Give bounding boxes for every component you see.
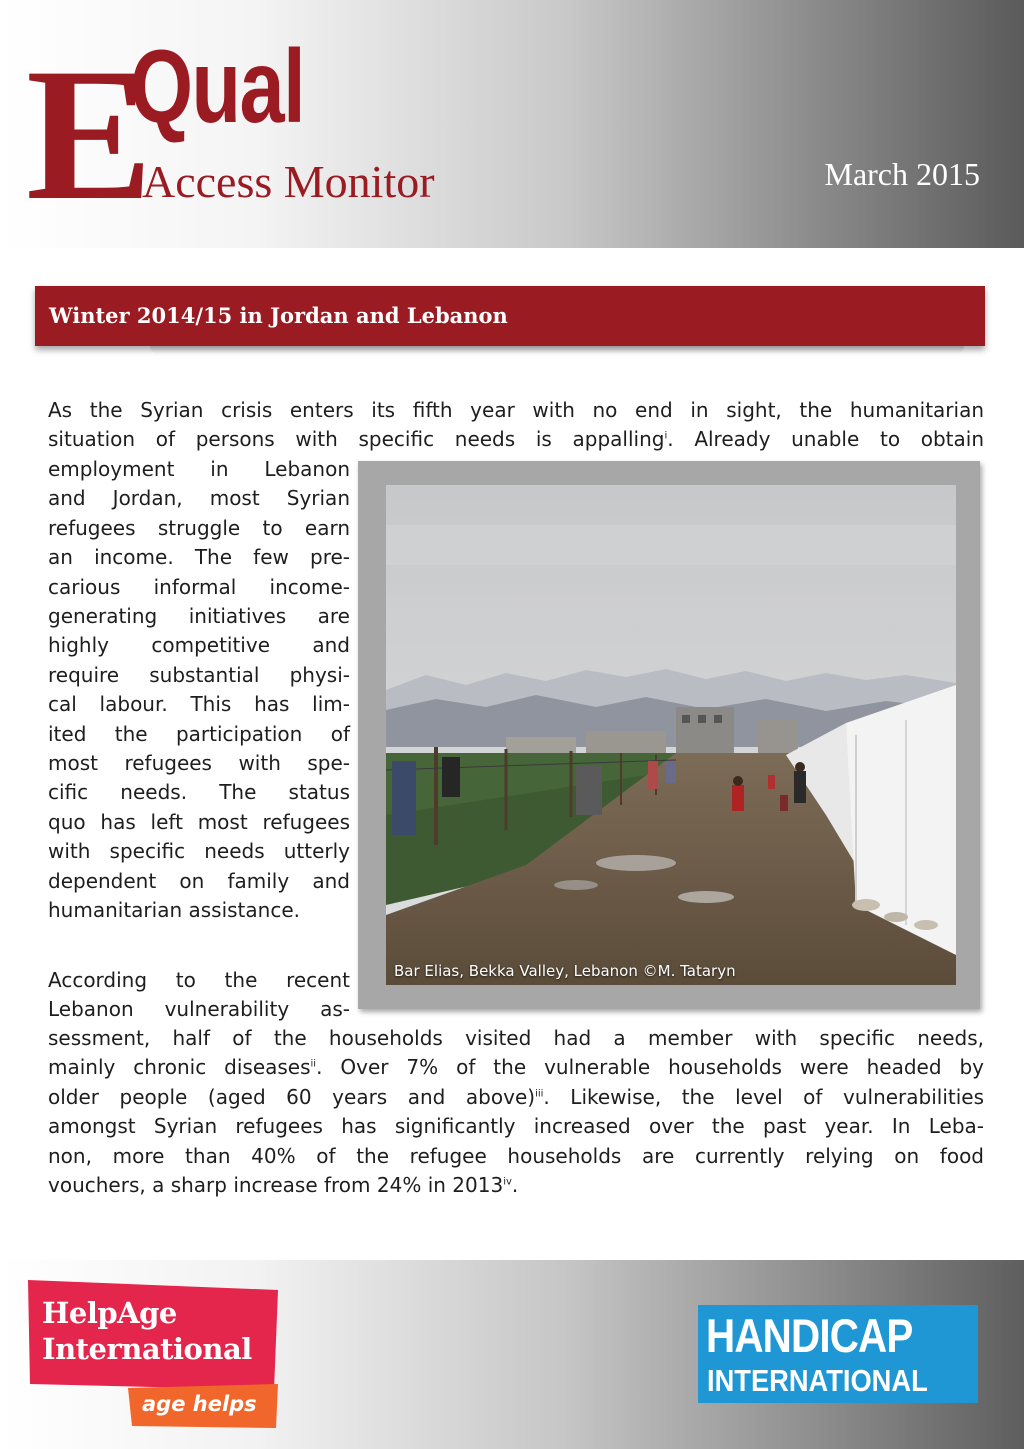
text-line: As the Syrian crisis enters its fifth year with no end in sight, the humanitarian [48,398,984,422]
footnote-ref: iv [503,1176,512,1188]
footnote-ref: ii [310,1058,317,1070]
text-line: and Jordan, most Syrian [48,486,350,511]
photo-caption: Bar Elias, Bekka Valley, Lebanon ©M. Tataryn [394,962,736,980]
handicap-line1: HANDICAP [706,1309,913,1362]
helpage-line2: International [42,1332,252,1366]
left-column-text-2 [48,966,350,1025]
footnote-ref: i [664,430,668,442]
intro-paragraph [48,396,984,455]
text-line: require substantial physi- [48,662,350,687]
text-line: with specific needs utterly [48,839,350,864]
logo-word-qual: Qual [130,29,305,145]
text-line [48,1083,984,1112]
text-span: . Likewise, the level of vulnerabilities [543,1084,985,1109]
logo-letter-e: E [26,30,149,240]
text-line: sessment, half of the households visited had a member with specific needs, [48,1026,984,1050]
page-header [0,0,1024,248]
helpage-international-logo [28,1280,278,1390]
text-line: highly competitive and [48,633,350,658]
text-line: ited the participation of [48,721,350,746]
left-column-text [48,455,350,926]
section-heading-bar [35,286,985,346]
handicap-line2: INTERNATIONAL [707,1363,928,1398]
text-line [48,1171,984,1200]
helpage-line1: HelpAge [42,1296,177,1330]
text-line: amongst Syrian refugees has significantly increased over the past year. In Leba- [48,1114,984,1139]
text-line: most refugees with spe- [48,751,350,776]
text-line: refugees struggle to earn [48,515,350,540]
page-footer [0,1260,1024,1449]
photo-frame [358,461,980,1009]
text-line: Lebanon vulnerability as- [48,997,350,1022]
text-line: According to the recent [48,968,350,992]
text-line: an income. The few pre- [48,545,350,570]
text-line [48,425,984,454]
text-span: mainly chronic diseases [48,1055,311,1080]
text-line: quo has left most refugees [48,809,350,834]
text-line: generating initiatives are [48,604,350,629]
issue-date: March 2015 [824,156,980,192]
age-helps-text: age helps [142,1392,257,1416]
text-span: vouchers, a sharp increase from 24% in 2013 [48,1173,504,1198]
text-line: cific needs. The status [48,780,350,805]
text-span: older people (aged 60 years and above) [48,1084,536,1109]
footnote-ref: iii [535,1088,544,1100]
age-helps-tag [128,1384,278,1428]
text-line: humanitarian assistance. [48,898,300,923]
text-line: dependent on family and [48,868,350,893]
section-title: Winter 2014/15 in Jordan and Lebanon [49,303,508,328]
handicap-international-logo [698,1305,978,1403]
text-span: . Already unable to obtain [667,427,985,452]
text-line: carious informal income- [48,574,350,599]
logo-subtitle: Access Monitor [142,156,435,207]
text-span: . Over 7% of the vulnerable households were headed by [316,1055,984,1080]
text-line: employment in Lebanon [48,457,350,481]
text-line [48,1053,984,1082]
second-paragraph [48,1024,984,1200]
text-span: . [511,1173,519,1198]
text-span: situation of persons with specific needs is appalling [48,427,665,452]
text-line: cal labour. This has lim- [48,692,350,717]
refugee-camp-photo [386,485,956,985]
text-line: non, more than 40% of the refugee households are currently relying on food [48,1143,984,1168]
photo-illustration [386,485,956,985]
